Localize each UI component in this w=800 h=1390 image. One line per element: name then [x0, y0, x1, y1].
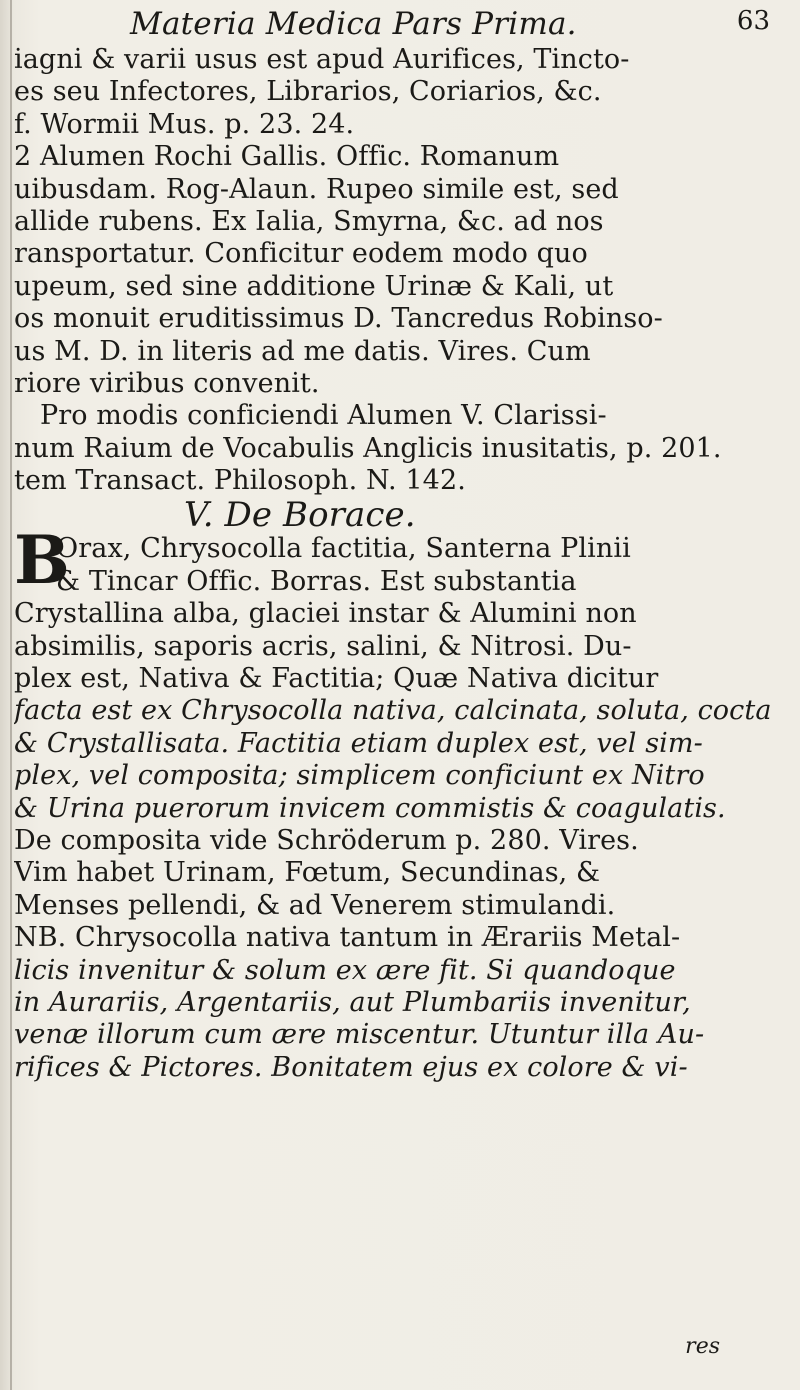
text-line: absimilis, saporis acris, salini, & Nitrosi. Du-	[14, 630, 632, 662]
text-line: Pro modis conficiendi Alumen V. Clarissi-	[40, 400, 607, 432]
text-line: plex, vel composita; simplicem conficiunt ex Nitro	[14, 760, 705, 792]
text-line: uibusdam. Rog-Alaun. Rupeo simile est, sed	[14, 173, 619, 205]
text-line: & Crystallisata. Factitia etiam duplex est, vel sim-	[14, 727, 703, 759]
text-line: Menses pellendi, & ad Venerem stimulandi.	[14, 889, 616, 921]
text-line: iagni & varii usus est apud Aurifices, Tincto-	[14, 44, 630, 75]
text-line: allide rubens. Ex Ialia, Smyrna, &c. ad nos	[14, 205, 604, 237]
text-line: Crystallina alba, glaciei instar & Alumini non	[14, 598, 637, 630]
text-line: ransportatur. Conficitur eodem modo quo	[14, 238, 588, 270]
catchword: res	[685, 1334, 720, 1359]
body-text	[14, 44, 790, 1084]
text-line: 2 Alumen Rochi Gallis. Offic. Romanum	[14, 141, 560, 173]
text-line: tem Transact. Philosoph. N. 142.	[14, 465, 466, 497]
text-line: & Urina puerorum invicem commistis & coagulatis.	[14, 792, 726, 824]
running-title: Materia Medica Pars Prima.	[130, 6, 577, 42]
text-line: us M. D. in literis ad me datis. Vires. Cum	[14, 335, 591, 367]
page-number: 63	[736, 6, 770, 36]
text-line: num Raium de Vocabulis Anglicis inusitatis, p. 201.	[14, 432, 722, 464]
text-line: facta est ex Chrysocolla nativa, calcinata, soluta, cocta	[14, 695, 772, 727]
text-line: licis invenitur & solum ex ære fit. Si quandoque	[14, 954, 676, 986]
text-line: f. Wormii Mus. p. 23. 24.	[14, 108, 355, 140]
text-line: NB. Chrysocolla nativa tantum in Ærariis Metal-	[14, 922, 681, 954]
text-line: rifices & Pictores. Bonitatem ejus ex colore & vi-	[14, 1051, 688, 1083]
text-line: & Tincar Offic. Borras. Est substantia	[56, 565, 577, 597]
text-line: De composita vide Schröderum p. 280. Vires.	[14, 824, 639, 856]
gutter-line	[10, 0, 12, 1390]
text-line: plex est, Nativa & Factitia; Quæ Nativa dicitur	[14, 663, 659, 695]
text-line: venæ illorum cum ære miscentur. Utuntur illa Au-	[14, 1019, 705, 1051]
text-line: upeum, sed sine additione Urinæ & Kali, ut	[14, 270, 614, 302]
text-line: Vim habet Urinam, Fœtum, Secundinas, &	[14, 857, 601, 889]
running-head	[130, 6, 770, 46]
section-heading: V. De Borace.	[184, 497, 416, 534]
text-line: riore viribus convenit.	[14, 367, 320, 399]
drop-capital: B	[14, 521, 70, 599]
text-line: es seu Infectores, Librarios, Coriarios, &c.	[14, 76, 602, 108]
text-line: Orax, Chrysocolla factitia, Santerna Plinii	[56, 533, 631, 565]
text-line: in Aurariis, Argentariis, aut Plumbariis invenitur,	[14, 986, 691, 1018]
text-line: os monuit eruditissimus D. Tancredus Robinso-	[14, 303, 663, 335]
